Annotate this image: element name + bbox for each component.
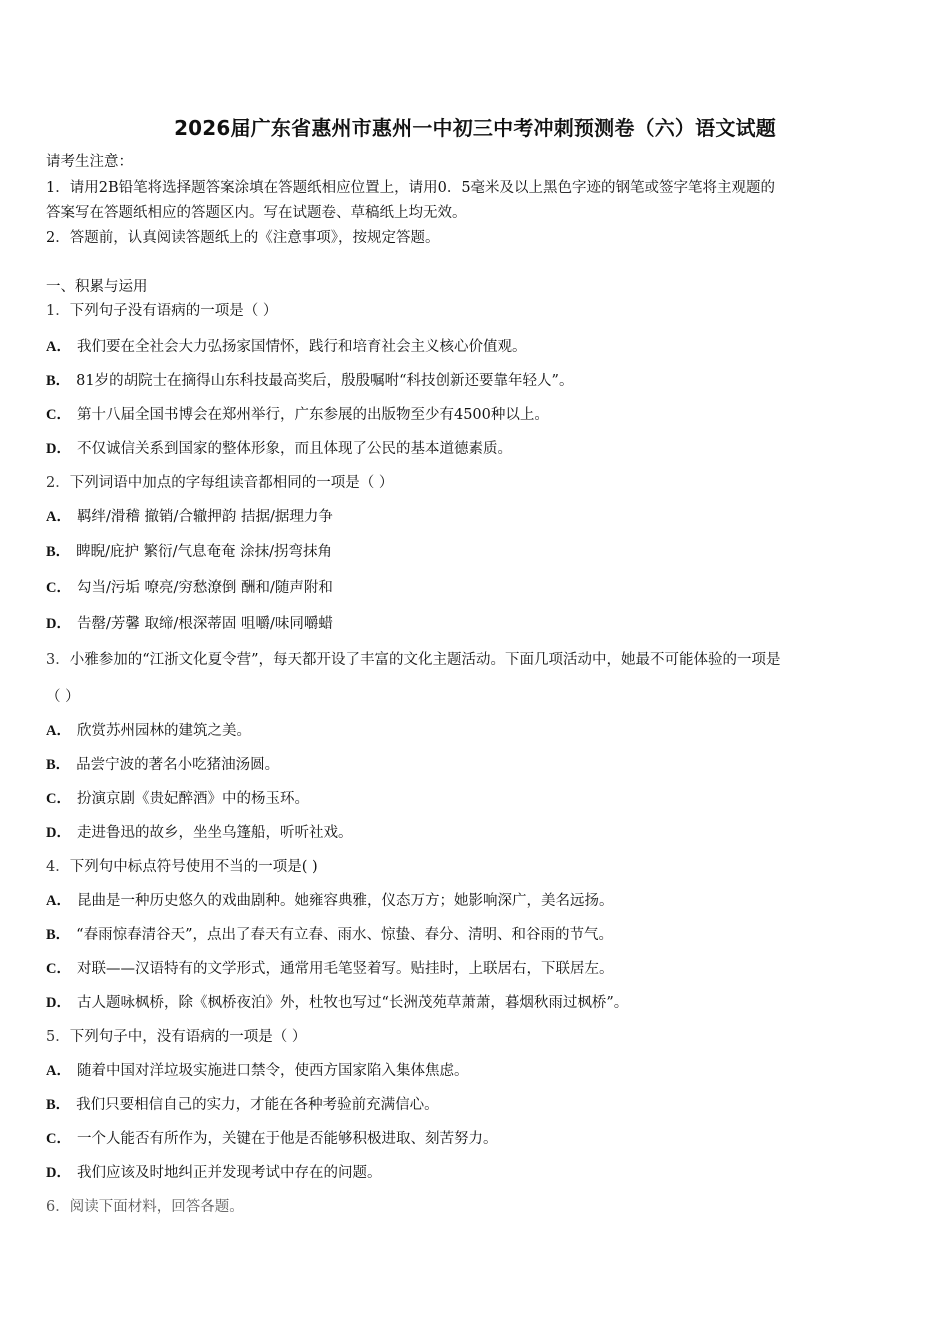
- option-text: 昆曲是一种历史悠久的戏曲剧种。她雍容典雅，仪态万方；她影响深广，美名远扬。: [76, 893, 614, 909]
- question-4-option-c: [46, 959, 613, 979]
- option-letter: A．: [46, 339, 71, 355]
- question-3-stem: [46, 650, 781, 670]
- option-letter: B．: [46, 544, 71, 560]
- option-letter: D．: [46, 995, 71, 1011]
- question-6-stem: [46, 1197, 244, 1217]
- option-text: 勾当/污垢 嘹亮/穷愁潦倒 酬和/随声附和: [76, 580, 333, 596]
- question-4-option-b: [46, 925, 613, 945]
- option-letter: C．: [46, 1131, 71, 1147]
- option-text: 羁绊/滑稽 撤销/合辙押韵 拮据/据理力争: [76, 509, 333, 525]
- question-2-option-b: [46, 542, 332, 562]
- notice-heading: 请考生注意：: [46, 154, 133, 170]
- option-text: 告罄/芳馨 取缔/根深蒂固 咀嚼/味同嚼蜡: [76, 616, 333, 632]
- option-text: 随着中国对洋垃圾实施进口禁令，使西方国家陷入集体焦虑。: [76, 1063, 469, 1079]
- question-5-option-b: [46, 1095, 439, 1115]
- option-letter: B．: [46, 927, 71, 943]
- question-1-option-c: [46, 405, 549, 425]
- option-text: 对联——汉语特有的文学形式，通常用毛笔竖着写。贴挂时，上联居右，下联居左。: [76, 961, 614, 977]
- option-text: “春雨惊春清谷天”，点出了春天有立春、雨水、惊蛰、春分、清明、和谷雨的节气。: [76, 927, 613, 943]
- question-5-stem: [46, 1027, 306, 1047]
- question-number: 6．: [46, 1199, 70, 1215]
- question-text: 下列句子没有语病的一项是（ ）: [69, 303, 278, 319]
- question-3-option-b: [46, 755, 279, 775]
- question-3-option-d: [46, 823, 352, 843]
- question-number: 5．: [46, 1029, 70, 1045]
- question-2-option-d: [46, 614, 333, 634]
- question-5-option-d: [46, 1163, 381, 1183]
- option-text: 81岁的胡院士在摘得山东科技最高奖后，殷殷嘱咐“科技创新还要靠年轻人”。: [76, 373, 574, 389]
- option-letter: A．: [46, 509, 71, 525]
- question-2-option-c: [46, 578, 333, 598]
- option-text: 欣赏苏州园林的建筑之美。: [76, 723, 251, 739]
- notice-item-1-line-1: 1．请用2B铅笔将选择题答案涂填在答题纸相应位置上，请用0．5毫米及以上黑色字迹的钢笔或签字笔将主观题的: [46, 180, 776, 196]
- option-text: 品尝宁波的著名小吃猪油汤圆。: [76, 757, 280, 773]
- option-letter: C．: [46, 407, 71, 423]
- option-letter: A．: [46, 723, 71, 739]
- question-text: 小雅参加的“江浙文化夏令营”，每天都开设了丰富的文化主题活动。下面几项活动中，她最不可能体验的一项是: [69, 652, 781, 668]
- question-3-stem-continued: （ ）: [46, 689, 80, 705]
- option-letter: C．: [46, 961, 71, 977]
- option-letter: A．: [46, 893, 71, 909]
- question-3-option-c: [46, 789, 309, 809]
- question-text: 下列句子中，没有语病的一项是（ ）: [69, 1029, 307, 1045]
- question-1-option-a: [46, 337, 526, 357]
- question-text: 阅读下面材料，回答各题。: [69, 1199, 244, 1215]
- option-letter: D．: [46, 441, 71, 457]
- notice-item-1-line-2: 答案写在答题纸相应的答题区内。写在试题卷、草稿纸上均无效。: [46, 205, 467, 221]
- question-text: 下列句中标点符号使用不当的一项是( ): [69, 859, 318, 875]
- option-text: 走进鲁迅的故乡，坐坐乌篷船，听听社戏。: [76, 825, 353, 841]
- option-text: 我们要在全社会大力弘扬家国情怀，践行和培育社会主义核心价值观。: [76, 339, 527, 355]
- option-text: 古人题咏枫桥，除《枫桥夜泊》外，杜牧也写过“长洲茂苑草萧萧，暮烟秋雨过枫桥”。: [76, 995, 629, 1011]
- option-letter: B．: [46, 1097, 71, 1113]
- question-5-option-c: [46, 1129, 497, 1149]
- option-text: 不仅诚信关系到国家的整体形象，而且体现了公民的基本道德素质。: [76, 441, 512, 457]
- option-letter: C．: [46, 791, 71, 807]
- option-text: 扮演京剧《贵妃醉酒》中的杨玉环。: [76, 791, 309, 807]
- option-text: 我们应该及时地纠正并发现考试中存在的问题。: [76, 1165, 382, 1181]
- option-text: 睥睨/庇护 繁衍/气息奄奄 涂抹/拐弯抹角: [76, 544, 333, 560]
- option-letter: D．: [46, 616, 71, 632]
- question-4-option-a: [46, 891, 613, 911]
- option-text: 第十八届全国书博会在郑州举行，广东参展的出版物至少有4500种以上。: [76, 407, 549, 423]
- question-4-stem: [46, 857, 318, 877]
- section-heading: 一、积累与运用: [46, 279, 148, 295]
- option-letter: B．: [46, 373, 71, 389]
- question-4-option-d: [46, 993, 628, 1013]
- question-number: 3．: [46, 652, 70, 668]
- question-1-option-b: [46, 371, 573, 391]
- question-text: 下列词语中加点的字每组读音都相同的一项是（ ）: [69, 475, 394, 491]
- option-text: 我们只要相信自己的实力，才能在各种考验前充满信心。: [76, 1097, 439, 1113]
- option-letter: D．: [46, 1165, 71, 1181]
- option-text: 一个人能否有所作为，关键在于他是否能够积极进取、刻苦努力。: [76, 1131, 498, 1147]
- question-1-option-d: [46, 439, 512, 459]
- question-3-option-a: [46, 721, 251, 741]
- question-number: 4．: [46, 859, 70, 875]
- question-2-stem: [46, 473, 393, 493]
- question-1-stem: [46, 301, 277, 321]
- option-letter: C．: [46, 580, 71, 596]
- notice-item-2: 2．答题前，认真阅读答题纸上的《注意事项》，按规定答题。: [46, 230, 440, 246]
- exam-title: 2026届广东省惠州市惠州一中初三中考冲刺预测卷（六）语文试题: [174, 116, 776, 140]
- question-number: 2．: [46, 475, 70, 491]
- question-number: 1．: [46, 303, 70, 319]
- option-letter: B．: [46, 757, 71, 773]
- question-5-option-a: [46, 1061, 468, 1081]
- option-letter: A．: [46, 1063, 71, 1079]
- option-letter: D．: [46, 825, 71, 841]
- question-2-option-a: [46, 507, 333, 527]
